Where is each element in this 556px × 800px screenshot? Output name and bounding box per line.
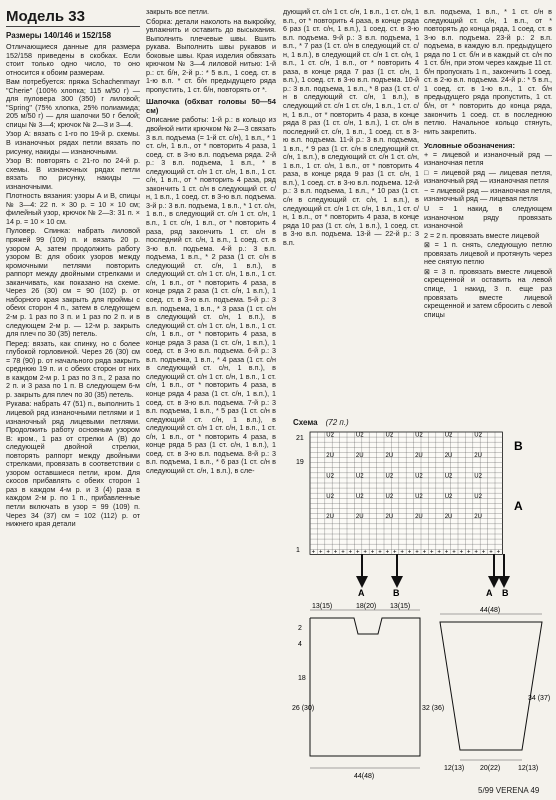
legend-item: − = лицевой ряд — изнаночная петля, изнаночный ряд — лицевая петля — [424, 185, 552, 204]
paragraph: дующий ст. с/н 1 ст. с/н, 1 в.п., 1 ст. с/н, 1 в.п., от * повторить 4 раза, в конце ряда 6 раз (1 ст. с/н, 1 в.п.), 1 соед. ст. в 3-ю в.п. подъема. 9-й р.: 3 в.п. подъема, 1 в.п., * 7 раз (1 ст. с/н в следующий ст. с/н, 1 в.п.), в следующий ст. с/н 1 ст. с/н, 1 в.п., 1 ст. с/н, 1 в.п., от * повторить 4 раза, в конце ряда 7 раз (1 ст. с/н, 1 в.п.), 1 соед. ст. в 3-ю в.п. подъема. 10-й р.: 3 в.п. подъема, 1 в.п., * 8 раз (1 ст. с/н в следующий ст. с/н, 1 в.п.), в следующий ст. с/н 1 ст. с/н, 1 в.п., 1 ст. с/н, 1 в.п., от * повторить 4 раза, в конце ряда 8 раз (1 ст. с/н, 1 в.п.), 1 ст. с/н в последний ст. с/н, 1 в.п., 1 соед. ст. в 3-ю в.п. подъема. 11-й р.: 3 в.п. подъема, 1 в.п., * 9 раз (1 ст. с/н в следующий ст. с/н, 1 в.п.), в следующий ст. с/н 1 ст. с/н, 1 в.п., 1 ст. с/н, 1 в.п., от * повторить 4 раза, в конце ряда 9 раз (1 ст. с/н, 1 в.п.), 1 соед. ст. в 3-ю в.п. подъема. 12-й р.: 3 в.п. подъема, 1 в.п., * 10 раз (1 ст. с/н в следующий ст. с/н, 1 в.п.), в следующий ст. с/н 1 ст. с/н, 1 в.п., 1 ст. с/н, 1 в.п., от * повторить 4 раза, в конце ряда 10 раз (1 ст. с/н, 1 в.п.), 1 соед. ст. в 3-ю в.п. подъема. 13-й — 22-й р.: 3 в.п. — [283, 7, 419, 247]
schema-note: (72 п.) — [325, 418, 349, 427]
chart-stitch-symbol: U2 — [474, 493, 482, 500]
chart-stitch-symbol: U2 — [415, 493, 423, 500]
chart-stitch-symbol: + — [422, 549, 427, 556]
chart-stitch-symbol: 2U — [326, 453, 334, 459]
arrow-b-right — [498, 554, 510, 588]
paragraph: Узор А: вязать с 1-го по 19-й р. схемы. В изнаночных рядах петли вязать по рисунку, накиды — изнаночными. — [6, 129, 140, 156]
chart-stitch-symbol: U2 — [415, 473, 423, 480]
arrow-label-a-right: A — [486, 588, 493, 598]
hat-heading: Шапочка (обхват головы 50—54 см) — [146, 97, 276, 116]
schema-heading — [293, 418, 349, 427]
dim-neck: 18(20) — [356, 603, 377, 610]
paragraph: Рукава: набрать 47 (51) п., выполнить 1 лицевой ряд изнаночными петлями и 1 изнаночный ряд лицевыми петлями. Продолжить работу основным узором В: кром., 1 раз от стрелки А (В) до следующей двойной стрелки, повторять раппорт между двойными стрелками, провязать в соответствии с узором оставшиеся петли, кром. Для скосов прибавлять с обеих сторон 1 раз в каждом 4-м р. и 3 (4) раза в каждом 2-м р. по 1 п., прибавленные петли включать в узор = 99 (109) п. Через 34 (37) см = 102 (112) р. от нижнего края детали — [6, 399, 140, 529]
dim-left-18: 18 — [298, 675, 306, 682]
dim-body-width: 44(48) — [354, 773, 375, 780]
column-2 — [146, 8, 276, 476]
chart-stitch-symbol: 2U — [415, 514, 423, 521]
chart-stitch-symbol: + — [393, 549, 397, 556]
chart-stitch-symbol: + — [444, 549, 449, 556]
chart-stitch-symbol: 2U — [474, 514, 482, 521]
chart-grid — [310, 432, 502, 556]
chart-stitch-symbol: U2 — [444, 493, 453, 500]
chart-stitch-symbol: 2U — [355, 453, 364, 459]
chart-stitch-symbol: U2 — [355, 432, 364, 439]
row-number-21: 21 — [296, 435, 304, 442]
paragraph: закрыть все петли. — [146, 7, 209, 16]
legend-item: □ = лицевой ряд — лицевая петля, изнаночный ряд — изнаночная петля — [424, 167, 552, 186]
chart-stitch-symbol: U2 — [385, 493, 394, 500]
page-footer: 5/99 VERENA 49 — [478, 786, 540, 795]
chart-stitch-symbol: + — [481, 549, 486, 556]
chart-stitch-symbol: U2 — [326, 432, 334, 439]
dim-sleeve-bottom-left: 12(13) — [444, 765, 465, 772]
dim-left-4: 4 — [298, 641, 302, 648]
chart-stitch-symbol: + — [319, 549, 323, 556]
chart-stitch-symbol: 2U — [385, 514, 394, 521]
chart-stitch-symbol: + — [496, 549, 501, 556]
arrow-a-right — [488, 554, 500, 588]
chart-stitch-symbol: + — [452, 549, 456, 556]
arrow-a-left — [356, 554, 368, 588]
dim-sleeve-length: 34 (37) — [528, 695, 551, 702]
front-back-piece — [310, 618, 420, 756]
sleeve-piece — [440, 622, 542, 750]
dim-shoulder-left: 13(15) — [312, 603, 333, 610]
chart-stitch-symbol: + — [363, 549, 367, 556]
paragraph: Отличающиеся данные для размера 152/158 приведены в скобках. Если стоит только одно число, то оно относится к обоим размерам. — [6, 42, 140, 77]
paragraph: Узор В: повторять с 21-го по 24-й р. схемы. В изнаночных рядах петли вязать по рисунку, накиды — изнаночными. — [6, 156, 140, 191]
legend-title: Условные обозначения: — [424, 141, 516, 151]
chart-stitch-symbol: + — [348, 549, 353, 556]
dim-sleeve-bottom: 20(22) — [480, 765, 501, 772]
chart-stitch-symbol: 2U — [326, 514, 334, 521]
chart-stitch-symbol: U2 — [326, 493, 334, 500]
model-title: Модель 33 — [6, 8, 140, 27]
dimension-lines — [310, 610, 542, 768]
chart-stitch-symbol: + — [356, 549, 360, 556]
column-1 — [6, 8, 140, 530]
paragraph: Сборка: детали наколоть на выкройку, увлажнить и оставить до высыхания. Выполнить плечевые швы. Вшить рукава. Выполнить швы рукавов и боковые швы. Края изделия обвязать крючком № 3—4 лиловой нитью: 1-й р.: ст. б/н, 2-й р.: * 5 в.п., 1 соед. ст. в 1-ю в.п. * ст. б/н предыдущего ряда пропустить, 1 ст. б/н, повторять от *. — [146, 16, 276, 94]
arrow-label-b-right: B — [502, 588, 509, 598]
chart-stitch-symbol: U2 — [415, 432, 423, 439]
paragraph: Перед: вязать, как спинку, но с более глубокой горловиной. Через 26 (30) см = 78 (90) р. от начального ряда закрыть среднюю 19 п. и с обеих сторон от них в каждом 2-м р. 1 раз по 3 п., 2 раза по 2 п. и 3 раза по 1 п. В следующем 6-м р. закрыть для плеч по 30 (35) петель. — [6, 338, 140, 399]
chart-stitch-symbol: + — [378, 549, 382, 556]
legend-item: ⊠ = 3 п. провязать вместе лицевой скрещенной и оставить на левой спице, 1 накид, 3 п. еще раз провязать вместе лицевой скрещенной и затем сбросить с левой спицы — [424, 266, 552, 319]
chart-stitch-symbol: U2 — [326, 473, 334, 480]
dim-sleeve-top: 44(48) — [480, 607, 501, 614]
chart-stitch-symbol: U2 — [444, 473, 453, 480]
chart-stitch-symbol: U2 — [385, 473, 394, 480]
chart-stitch-symbol: + — [467, 549, 471, 556]
legend — [424, 142, 552, 319]
chart-stitch-symbol: + — [311, 549, 316, 556]
paragraph: Описание работы: 1-й р.: в кольцо из двойной нити крючком № 2—3 связать 3 в.п. подъема (= 1-й ст. с/н), 1 в.п., * 1 ст. с/н, 1 в.п., от * повторить 4 раза, 1 соед. ст. в 3-ю в.п. подъема ряда. 2-й р.: 3 в.п. подъема, 1 в.п., * в следующий ст. с/н 1 ст. с/н, 1 в.п., 1 ст. с/н, 1 в.п., от * повторить 4 раза, ряд закончить 1 ст. с/н в следующий ст. с/н, 1 в.п., 1 соед. ст. в 3-ю в.п. подъема. 3-й р.: 3 в.п. подъема, 1 в.п., * 1 ст. с/н, 1 в.п., в следующий ст. с/н 1 ст. с/н, 1 в.п., 1 ст. с/н, 1 в.п., от * повторить 4 раза, ряд закончить 1 ст. с/н в последний ст. с/н, 1 в.п., 1 соед. ст. в 3-ю в.п. подъема. 4-й р.: 3 в.п. подъема, 1 в.п., * 2 раза (1 ст. с/н в следующий ст. с/н, 1 в.п.), в следующий ст. с/н 1 ст. с/н, 1 в.п., 1 ст. с/н, 1 в.п., от * повторить 4 раза, в конце ряда 2 раза (1 ст. с/н, 1 в.п.), 1 соед. ст. в 3-ю в.п. подъема. 5-й р.: 3 в.п. подъема, 1 в.п., * 3 раза (1 ст. с/н в следующий ст. с/н, 1 в.п.), в следующий ст. с/н 1 ст. с/н, 1 в.п., 1 ст. с/н, 1 в.п., от * повторить 4 раза, в конце ряда 3 раза (1 ст. с/н, 1 в.п.), 1 соед. ст. в 3-ю в.п. подъема. 6-й р.: 3 в.п. подъема, 1 в.п., * 4 раза (1 ст. с/н в следующий ст. с/н, 1 в.п.), в следующий ст. с/н 1 ст. с/н, 1 в.п., 1 ст. с/н, 1 в.п., от * повторить 4 раза, в конце ряда 4 раза (1 ст. с/н, 1 в.п.), 1 соед. ст. в 3-ю в.п. подъема. 7-й р.: 3 в.п. подъема, 1 в.п., * 5 раз (1 ст. с/н в следующий ст. с/н, 1 в.п.), в следующий ст. с/н 1 ст. с/н, 1 в.п., 1 ст. с/н, 1 в.п., от * повторить 4 раза, в конце ряда 5 раз (1 ст. с/н, 1 в.п.), 1 соед. ст. в 3-ю в.п. подъема. 8-й р.: 3 в.п. подъема, 1 в.п., * 6 раз (1 ст. с/н в следующий ст. с/н, 1 в.п.), в сле- — [146, 115, 276, 475]
chart-stitch-symbol: U2 — [355, 493, 364, 500]
paragraph: в.п. подъема, 1 в.п., * 1 ст. с/н в следующий ст. с/н, 1 в.п., от * повторять до конца ряда, 1 соед. ст. в 3-ю в.п. подъема. 23-й р.: 2 в.п. подъема, в каждую в.п. предыдущего ряда по 1 ст. б/н и в каждый ст. с/н по 1 ст. б/н, при этом через каждые 11 ст. б/н пропускать 1 п., закончить 1 соед. ст. в 2-ю в.п. подъема. 24-й р.: * 5 в.п., 1 соед. ст. в 1-ю в.п., 1 ст. б/н предыдущего ряда пропустить, 1 ст. б/н, от * повторить до конца ряда, закончить 1 соед. ст. в последнюю петлю. Начальное кольцо стянуть, нить закрепить. — [424, 7, 552, 136]
chart-stitch-symbol: + — [407, 549, 412, 556]
row-number-1: 1 — [296, 547, 300, 554]
chart-stitch-symbol: U2 — [385, 432, 394, 439]
chart-stitch-symbol: U2 — [474, 432, 482, 439]
paragraph: Плотность вязания: узоры А и В, спицы № 3—4: 22 п. × 30 р. = 10 × 10 см; филейный узор, крючок № 2—3: 31 п. × 14 р. = 10 × 10 см. — [6, 191, 140, 226]
chart-stitch-symbol: 2U — [474, 453, 482, 459]
schema-title: Схема — [293, 418, 318, 427]
dim-left-2: 2 — [298, 625, 302, 632]
legend-item: ⊠ = 1 п. снять, следующую петлю провязать лицевой и протянуть через нее снятую петлю — [424, 240, 552, 267]
legend-item: U = 1 накид, в следующем изнаночном ряду провязать изнаночной — [424, 204, 552, 231]
chart-stitch-symbol: + — [474, 549, 478, 556]
label-b: B — [514, 439, 523, 453]
chart-stitch-symbol: + — [333, 549, 338, 556]
paragraph: Пуловер. Спинка: набрать лиловой пряжей 99 (109) п. и вязать 20 р. узором А, затем продолжить работу узором В: для обоих узоров между кромочными петлями повторить раппорт между двойными стрелками и заканчивать, как показано на схеме. Через 26 (30) см = 90 (102) р. от наборного края закрыть для проймы с обеих сторон 4 п., затем в следующем 2-м р. 1 раз по 3 п. и 1 раз по 2 п. и в следующем 2-м р. — 12-м р. закрыть для плеч по 30 (35) петель. — [6, 226, 140, 339]
dim-right-32: 32 (36) — [422, 705, 445, 712]
pattern-schematic — [290, 600, 552, 782]
chart-stitch-symbol: + — [489, 549, 493, 556]
chart-stitch-symbol: U2 — [474, 473, 482, 480]
chart-stitch-symbol: + — [370, 549, 375, 556]
chart-stitch-symbol: + — [326, 549, 330, 556]
arrow-label-b-left: B — [393, 588, 400, 598]
dim-sleeve-bottom-right: 12(13) — [518, 765, 539, 772]
chart-stitch-symbol: 2U — [444, 514, 453, 521]
chart-stitch-symbol: + — [459, 549, 464, 556]
arrow-label-a-left: A — [358, 588, 365, 598]
chart-stitch-symbol: U2 — [355, 473, 364, 480]
legend-item: + = лицевой и изнаночный ряд — изнаночная петля — [424, 149, 552, 168]
column-3 — [283, 8, 419, 248]
paragraph: Вам потребуется: пряжа Schachenmayr "Cherie" (100% хлопка; 115 м/50 г) — для пуловера 300 (350) г лиловой; "Spring" (75% хлопка, 25% полиамида; 205 м/50 г) — для шапочки 50 г белой; спицы № 3—4; крючок № 2—3 и 3—4. — [6, 77, 140, 129]
chart-stitch-symbol: + — [415, 549, 419, 556]
chart-stitch-symbol: 2U — [444, 453, 453, 459]
dim-left-total: 26 (30) — [292, 705, 315, 712]
column-4 — [424, 8, 552, 320]
sizes-heading: Размеры 140/146 и 152/158 — [6, 31, 112, 40]
dim-shoulder-right: 13(15) — [390, 603, 411, 610]
chart-stitch-symbol: 2U — [355, 514, 364, 521]
knitting-chart — [292, 428, 552, 598]
chart-stitch-symbol: + — [400, 549, 404, 556]
chart-stitch-symbol: + — [430, 549, 434, 556]
chart-stitch-symbol: + — [437, 549, 441, 556]
chart-stitch-symbol: + — [341, 549, 345, 556]
chart-stitch-symbol: + — [385, 549, 390, 556]
chart-stitch-symbol: U2 — [444, 432, 453, 439]
row-number-19: 19 — [296, 459, 304, 466]
chart-stitch-symbol: 2U — [415, 453, 423, 459]
arrow-b-left — [391, 554, 403, 588]
label-a: A — [514, 499, 523, 513]
chart-stitch-symbol: 2U — [385, 453, 394, 459]
legend-item: 2 = 2 п. провязать вместе лицевой — [424, 230, 540, 240]
